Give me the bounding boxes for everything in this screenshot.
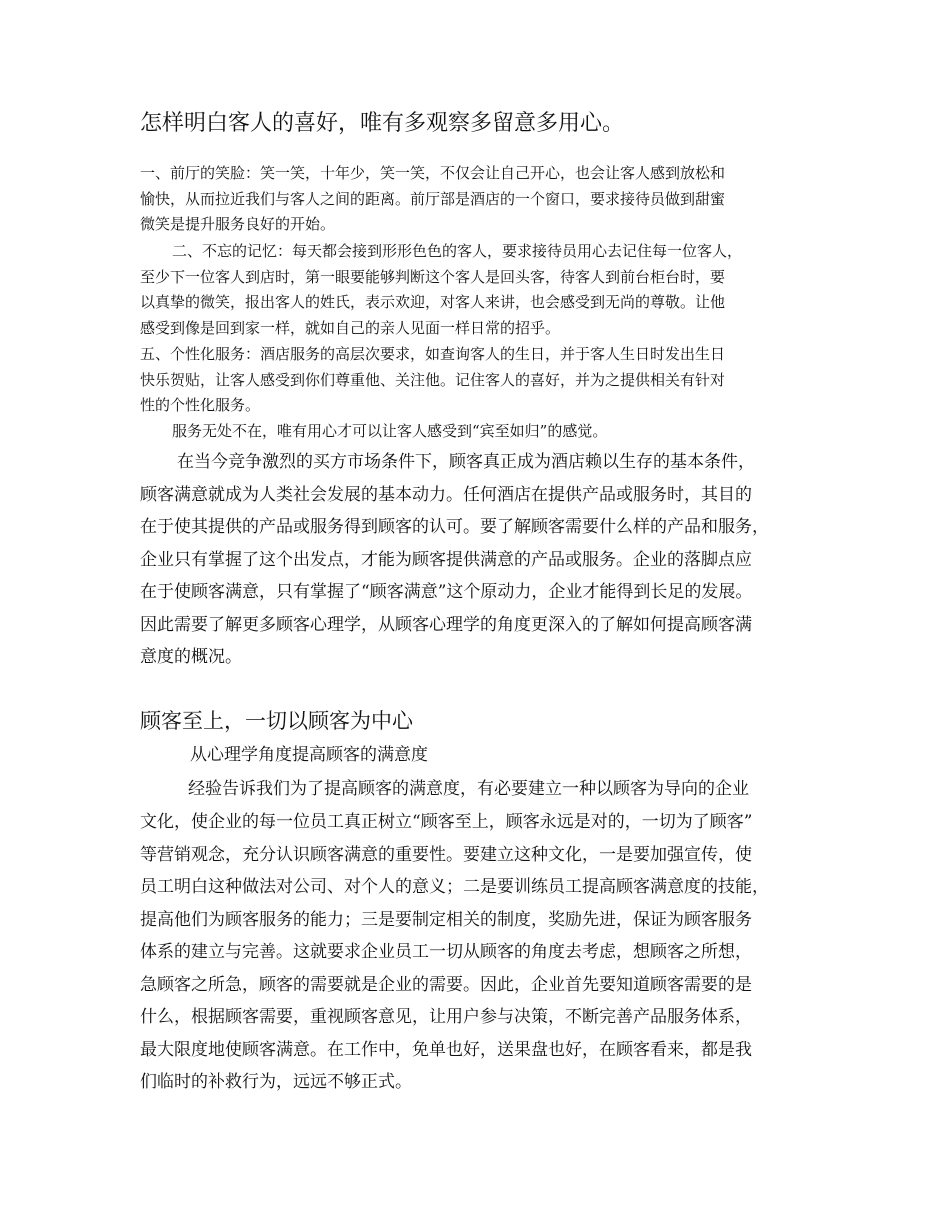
culture-paragraph-line: 提高他们为顾客服务的能力；三是要制定相关的制度，奖励先进，保证为顾客服务 xyxy=(140,910,752,930)
culture-paragraph-line: 文化，使企业的每一位员工真正树立“顾客至上，顾客永远是对的，一切为了顾客” xyxy=(140,812,753,832)
page-title: 怎样明白客人的喜好，唯有多观察多留意多用心。 xyxy=(140,111,625,136)
section1-line: 微笑是提升服务良好的开始。 xyxy=(140,215,336,233)
culture-paragraph-line: 们临时的补救行为，远远不够正式。 xyxy=(140,1072,412,1092)
section2-line: 感受到像是回到家一样，就如自己的亲人见面一样日常的招乎。 xyxy=(140,319,561,337)
market-paragraph-line: 在当今竞争激烈的买方市场条件下，顾客真正成为酒店赖以生存的基本条件， xyxy=(177,452,755,472)
market-paragraph-line: 企业只有掌握了这个出发点，才能为顾客提供满意的产品或服务。企业的落脚点应 xyxy=(140,550,752,570)
section1-line: 一、前厅的笑脸：笑一笑，十年少，笑一笑，不仅会让自己开心，也会让客人感到放松和 xyxy=(140,164,726,182)
section5-line: 性的个性化服务。 xyxy=(140,396,261,414)
culture-paragraph-line: 经验告诉我们为了提高顾客的满意度，有必要建立一种以顾客为导向的企业 xyxy=(188,779,749,799)
section2-line: 至少下一位客人到店时，第一眼要能够判断这个客人是回头客，待客人到前台柜台时，要 xyxy=(140,268,726,286)
market-paragraph-line: 意度的概况。 xyxy=(140,647,242,667)
section5-line: 快乐贺贴，让客人感受到你们尊重他、关注他。记住客人的喜好，并为之提供相关有针对 xyxy=(140,371,726,389)
sub-heading: 从心理学角度提高顾客的满意度 xyxy=(190,745,428,765)
market-paragraph-line: 在于使顾客满意，只有掌握了“顾客满意”这个原动力，企业才能得到长足的发展。 xyxy=(140,582,753,602)
section-heading: 顾客至上，一切以顾客为中心 xyxy=(140,709,413,733)
market-paragraph-line: 因此需要了解更多顾客心理学，从顾客心理学的角度更深入的了解如何提高顾客满 xyxy=(140,615,752,635)
section1-line: 愉快，从而拉近我们与客人之间的距离。前厅部是酒店的一个窗口，要求接待员做到甜蜜 xyxy=(140,190,726,208)
section2-line: 以真挚的微笑，报出客人的姓氏，表示欢迎，对客人来讲，也会感受到无尚的尊敬。让他 xyxy=(140,293,726,311)
culture-paragraph-line: 等营销观念，充分认识顾客满意的重要性。要建立这种文化，一是要加强宣传，使 xyxy=(140,845,752,865)
market-paragraph-line: 在于使其提供的产品或服务得到顾客的认可。要了解顾客需要什么样的产品和服务， xyxy=(140,517,769,537)
culture-paragraph-line: 最大限度地使顾客满意。在工作中，免单也好，送果盘也好，在顾客看来，都是我 xyxy=(140,1040,752,1060)
culture-paragraph-line: 员工明白这种做法对公司、对个人的意义；二是要训练员工提高顾客满意度的技能， xyxy=(140,877,769,897)
market-paragraph-line: 顾客满意就成为人类社会发展的基本动力。任何酒店在提供产品或服务时，其目的 xyxy=(140,485,752,505)
culture-paragraph-line: 什么，根据顾客需要，重视顾客意见，让用户参与决策，不断完善产品服务体系， xyxy=(140,1007,752,1027)
culture-paragraph-line: 体系的建立与完善。这就要求企业员工一切从顾客的角度去考虑，想顾客之所想， xyxy=(140,942,752,962)
culture-paragraph-line: 急顾客之所急，顾客的需要就是企业的需要。因此，企业首先要知道顾客需要的是 xyxy=(140,975,752,995)
section5-closing: 服务无处不在，唯有用心才可以让客人感受到“宾至如归”的感觉。 xyxy=(172,422,608,440)
section5-line: 五、个性化服务：酒店服务的高层次要求，如查询客人的生日，并于客人生日时发出生日 xyxy=(140,345,726,363)
section2-line: 二、不忘的记忆：每天都会接到形形色色的客人，要求接待员用心去记住每一位客人， xyxy=(172,242,743,260)
